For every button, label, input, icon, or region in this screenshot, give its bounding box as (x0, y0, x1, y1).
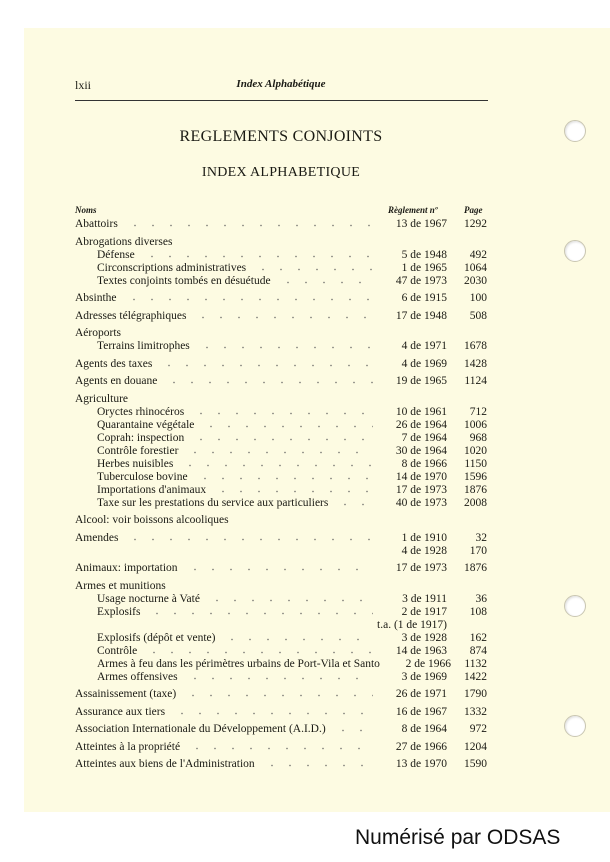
entry-name: Terrains limitrophes (97, 340, 190, 352)
entry-page: 1332 (464, 705, 487, 718)
entry-name: Quarantaine végétale (97, 418, 195, 431)
entry-name: Circonscriptions administratives (97, 261, 247, 274)
index-table (75, 218, 487, 771)
index-entry (75, 484, 487, 497)
entry-reglement: 14 de 1963 (395, 644, 447, 657)
entry-reglement: 30 de 1964 (395, 444, 447, 457)
entry-page: 1876 (464, 483, 487, 496)
index-entry (75, 671, 487, 684)
entry-name: Assurance aux tiers (75, 705, 166, 718)
index-entry (75, 419, 487, 432)
entry-reglement: 3 de 1928 (401, 631, 447, 644)
entry-page: 1124 (464, 375, 487, 387)
entry-reglement: 19 de 1965 (395, 375, 447, 387)
entry-reglement: 26 de 1971 (395, 688, 447, 700)
punch-hole (564, 595, 586, 617)
index-entry (75, 236, 487, 249)
entry-name: Atteintes aux biens de l'Administration (75, 758, 255, 770)
dot-leader (180, 689, 373, 697)
entry-reglement: 8 de 1964 (401, 723, 447, 735)
entry-name: Armes et munitions (75, 579, 166, 592)
entry-reglement: 13 de 1970 (395, 758, 447, 770)
entry-name: Abattoirs (75, 218, 118, 230)
entry-name: Armes offensives (97, 670, 178, 683)
dot-leader (121, 293, 373, 301)
entry-page: 1064 (464, 261, 487, 274)
entry-page: 2008 (464, 496, 487, 509)
entry-reglement: 5 de 1948 (401, 248, 447, 261)
entry-name: Amendes (75, 531, 119, 544)
entry-reglement: 1 de 1910 (401, 531, 447, 544)
entry-page: 1150 (464, 457, 487, 470)
entry-page: 1020 (464, 444, 487, 457)
entry-page: 1790 (464, 688, 487, 700)
entry-page: 32 (475, 531, 487, 544)
dot-leader (219, 633, 373, 641)
index-entry (75, 688, 487, 701)
index-entry (75, 758, 487, 771)
entry-reglement: 3 de 1911 (402, 592, 447, 605)
entry-page: 1428 (464, 357, 487, 370)
column-header-reglement: Règlement nº (388, 205, 438, 215)
dot-leader (194, 341, 373, 349)
running-title: Index Alphabétique (236, 78, 326, 90)
entry-name: Armes à feu dans les périmètres urbains de Port-Vila et Santo (97, 657, 380, 670)
dot-leader (188, 433, 373, 441)
entry-page: 162 (469, 631, 487, 644)
entry-reglement: 7 de 1964 (401, 431, 447, 444)
dot-leader (192, 472, 373, 480)
index-entry (75, 262, 487, 275)
entry-reglement: 3 de 1969 (401, 670, 447, 683)
entry-reglement: 40 de 1973 (395, 496, 447, 509)
entry-reglement: 47 de 1973 (395, 274, 447, 287)
entry-page: 1292 (464, 218, 487, 230)
entry-reglement: 4 de 1928 (401, 544, 447, 557)
index-entry (75, 292, 487, 305)
index-entry (75, 327, 487, 340)
index-entry (75, 406, 487, 419)
punch-hole (564, 715, 586, 737)
index-entry (75, 249, 487, 262)
entry-reglement: 2 de 1917 (401, 605, 447, 618)
index-entry (75, 545, 487, 558)
entry-name: Importations d'animaux (97, 483, 207, 496)
index-entry (75, 471, 487, 484)
entry-page: 1678 (464, 340, 487, 352)
dot-leader (250, 263, 373, 271)
entry-name: Adresses télégraphiques (75, 309, 187, 322)
index-entry (75, 632, 487, 645)
index-entry (75, 723, 487, 736)
entry-name: Oryctes rhinocéros (97, 405, 185, 418)
entry-name: Absinthe (75, 292, 117, 304)
entry-page: 972 (469, 723, 487, 735)
entry-name: Contrôle (97, 644, 138, 657)
entry-name: Taxe sur les prestations du service aux particuliers (97, 496, 329, 509)
index-entry (75, 218, 487, 231)
dot-leader (141, 646, 373, 654)
dot-leader (184, 742, 373, 750)
entry-page: 36 (475, 592, 487, 605)
entry-page: 1876 (464, 562, 487, 574)
index-entry (75, 532, 487, 545)
entry-page: 1006 (464, 418, 487, 431)
header-rule (75, 100, 488, 101)
entry-name: Défense (97, 248, 135, 261)
entry-name: Aéroports (75, 327, 121, 339)
dot-leader (275, 276, 373, 284)
punch-hole (564, 120, 586, 142)
index-entry (75, 497, 487, 510)
entry-name: Agents en douane (75, 375, 158, 387)
entry-page: 968 (469, 431, 487, 444)
index-entry (75, 514, 487, 527)
entry-page: 492 (469, 248, 487, 261)
index-entry (75, 358, 487, 371)
index-entry (75, 619, 487, 632)
entry-page: 1422 (464, 670, 487, 683)
entry-reglement: 17 de 1948 (395, 309, 447, 322)
dot-leader (198, 420, 373, 428)
dot-leader (169, 707, 373, 715)
dot-leader (204, 594, 373, 602)
entry-page: 712 (469, 405, 487, 418)
entry-reglement: 26 de 1964 (395, 418, 447, 431)
index-entry (75, 432, 487, 445)
dot-leader (182, 672, 373, 680)
dot-leader (177, 459, 373, 467)
index-entry (75, 275, 487, 288)
entry-reglement: 6 de 1915 (401, 292, 447, 304)
entry-page: 1590 (464, 758, 487, 770)
dot-leader (332, 498, 373, 506)
entry-name: Alcool: voir boissons alcooliques (75, 514, 229, 526)
column-header-name: Noms (75, 205, 97, 215)
dot-leader (188, 407, 373, 415)
index-entry (75, 741, 487, 754)
entry-reglement: 4 de 1969 (401, 357, 447, 370)
entry-reglement: 17 de 1973 (395, 483, 447, 496)
entry-name: Animaux: importation (75, 562, 178, 574)
entry-reglement: 27 de 1966 (395, 740, 447, 753)
entry-name: Agents des taxes (75, 357, 153, 370)
entry-reglement: 8 de 1966 (401, 457, 447, 470)
entry-page: 100 (469, 292, 487, 304)
entry-name: Explosifs (dépôt et vente) (97, 631, 216, 644)
entry-page: 508 (469, 309, 487, 322)
dot-leader (182, 563, 373, 571)
page-title: REGLEMENTS CONJOINTS (179, 128, 383, 145)
dot-leader (156, 359, 373, 367)
entry-page: 108 (469, 605, 487, 618)
entry-name: Textes conjoints tombés en désuétude (97, 274, 271, 287)
entry-reglement: 10 de 1961 (395, 405, 447, 418)
entry-name: Agriculture (75, 392, 129, 405)
entry-reglement: 4 de 1971 (401, 340, 447, 352)
index-entry (75, 340, 487, 353)
entry-reglement: 16 de 1967 (395, 705, 447, 718)
index-entry (75, 606, 487, 619)
entry-name: Assainissement (taxe) (75, 688, 177, 700)
dot-leader (161, 376, 373, 384)
entry-name: Herbes nuisibles (97, 457, 174, 470)
entry-reglement: t.a. (1 de 1917) (377, 618, 447, 631)
index-entry (75, 593, 487, 606)
dot-leader (190, 311, 373, 319)
index-entry (75, 706, 487, 719)
entry-name: Coprah: inspection (97, 431, 185, 444)
entry-name: Explosifs (97, 605, 141, 618)
index-entry (75, 393, 487, 406)
watermark: Numérisé par ODSAS (355, 826, 561, 849)
entry-reglement: 13 de 1967 (395, 218, 447, 230)
entry-page: 170 (469, 544, 487, 557)
entry-page: 1132 (464, 657, 487, 670)
page-subtitle: INDEX ALPHABETIQUE (201, 165, 361, 180)
entry-page: 1204 (464, 740, 487, 753)
column-header-page: Page (464, 205, 483, 215)
dot-leader (330, 724, 373, 732)
entry-reglement: 14 de 1970 (395, 470, 447, 483)
index-entry (75, 458, 487, 471)
entry-name: Association Internationale du Développement (A.I.D.) (75, 723, 326, 735)
entry-name: Abrogations diverses (75, 235, 173, 248)
index-entry (75, 310, 487, 323)
index-entry (75, 645, 487, 658)
index-entry (75, 562, 487, 575)
entry-name: Tuberculose bovine (97, 470, 188, 483)
entry-reglement: 17 de 1973 (395, 562, 447, 574)
dot-leader (259, 759, 373, 767)
index-entry (75, 580, 487, 593)
dot-leader (144, 607, 373, 615)
entry-page: 874 (469, 644, 487, 657)
dot-leader (122, 219, 373, 227)
entry-page: 1596 (464, 470, 487, 483)
entry-reglement: 2 de 1966 (405, 657, 451, 670)
dot-leader (139, 250, 373, 258)
dot-leader (210, 485, 373, 493)
index-entry (75, 445, 487, 458)
dot-leader (122, 533, 373, 541)
entry-name: Atteintes à la propriété (75, 740, 181, 753)
dot-leader (182, 446, 373, 454)
index-entry (75, 375, 487, 388)
entry-name: Contrôle forestier (97, 444, 179, 457)
entry-name: Usage nocturne à Vaté (97, 592, 200, 605)
index-entry (75, 658, 487, 671)
punch-hole (564, 240, 586, 262)
entry-page: 2030 (464, 274, 487, 287)
page-number: lxii (75, 78, 92, 92)
entry-reglement: 1 de 1965 (401, 261, 447, 274)
